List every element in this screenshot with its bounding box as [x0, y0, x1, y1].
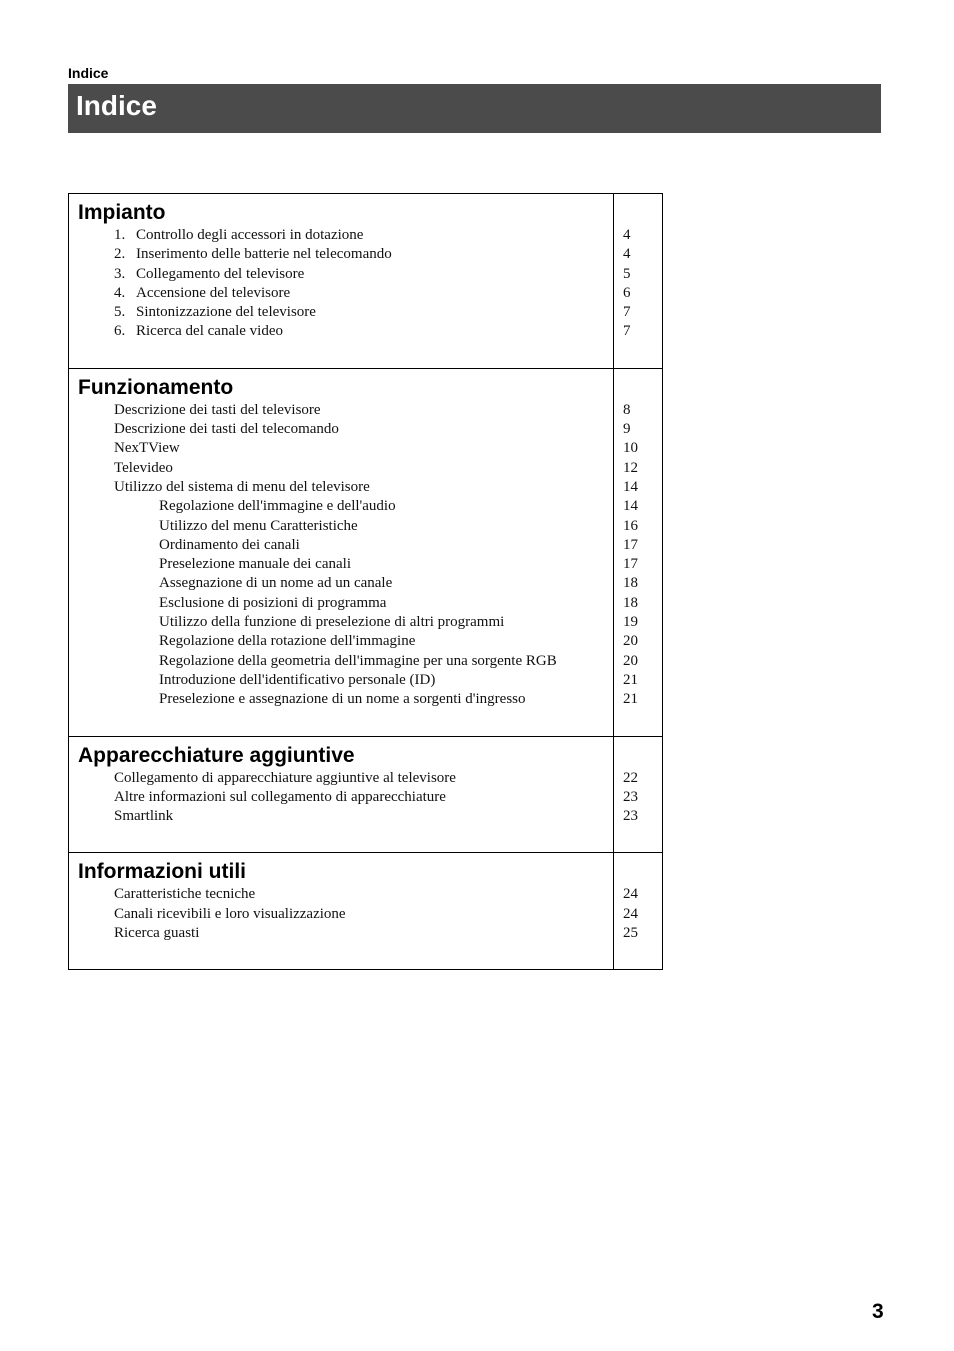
toc-entry[interactable]	[78, 769, 613, 788]
entry-page-number: 23	[623, 808, 638, 825]
toc-entry[interactable]	[78, 788, 613, 807]
entry-title: Regolazione della rotazione dell'immagine	[159, 633, 416, 650]
entry-title: Televideo	[114, 459, 173, 476]
entry-title: Ordinamento dei canali	[159, 536, 300, 553]
toc-section-entries	[69, 369, 614, 736]
entry-title: Utilizzo del sistema di menu del televisore	[114, 478, 370, 495]
entry-number: 5.	[114, 304, 126, 321]
entry-page-number: 20	[623, 652, 638, 669]
toc-entry[interactable]	[78, 807, 613, 826]
entry-page-number: 14	[623, 498, 638, 515]
toc-entry[interactable]	[78, 536, 613, 555]
entry-title: Assegnazione di un nome ad un canale	[159, 575, 393, 592]
entry-title: Accensione del televisore	[136, 284, 291, 301]
entry-title: Descrizione dei tasti del televisore	[114, 401, 321, 418]
toc-entry[interactable]	[78, 497, 613, 516]
entry-title: Ricerca guasti	[114, 925, 200, 942]
entry-page-number: 17	[623, 536, 638, 553]
toc-entry[interactable]	[78, 322, 613, 341]
entry-number: 1.	[114, 227, 126, 243]
entry-number: 6.	[114, 323, 126, 340]
toc-section-entries	[69, 737, 614, 853]
table-of-contents	[68, 193, 663, 970]
toc-entry[interactable]	[78, 439, 613, 458]
toc-entry[interactable]	[78, 613, 613, 632]
entry-page-number: 4	[623, 246, 631, 263]
entry-page-number: 8	[623, 401, 631, 418]
entry-title: Collegamento del televisore	[136, 265, 305, 282]
toc-entry[interactable]	[78, 265, 613, 284]
toc-entry[interactable]	[78, 652, 613, 671]
entry-page-number: 5	[623, 265, 631, 282]
toc-entry[interactable]	[78, 303, 613, 322]
section-title: Informazioni utili	[78, 860, 246, 884]
entry-page-number: 25	[623, 925, 638, 942]
entry-title: Descrizione dei tasti del telecomando	[114, 421, 339, 438]
entry-title: Regolazione dell'immagine e dell'audio	[159, 498, 396, 515]
entry-page-number: 18	[623, 594, 638, 611]
entry-title: Sintonizzazione del televisore	[136, 304, 316, 321]
entry-title: Regolazione della geometria dell'immagine per una sorgente RGB	[159, 652, 557, 669]
entry-page-number: 9	[623, 421, 631, 438]
toc-section	[69, 369, 662, 737]
entry-title: Utilizzo del menu Caratteristiche	[159, 517, 358, 534]
page-title: Indice	[76, 90, 157, 121]
toc-section-pages	[614, 194, 662, 368]
toc-entry[interactable]	[78, 459, 613, 478]
section-title: Apparecchiature aggiuntive	[78, 743, 355, 767]
toc-entry[interactable]	[78, 671, 613, 690]
entry-page-number: 6	[623, 284, 631, 301]
entry-title: Utilizzo della funzione di preselezione di altri programmi	[159, 614, 505, 631]
entry-number: 2.	[114, 246, 126, 263]
entry-page-number: 23	[623, 788, 638, 805]
toc-entry[interactable]	[78, 420, 613, 439]
toc-entry[interactable]	[78, 885, 613, 904]
entry-title: Introduzione dell'identificativo personale (ID)	[159, 671, 436, 688]
toc-entry[interactable]	[78, 574, 613, 593]
toc-entry[interactable]	[78, 517, 613, 536]
toc-entry[interactable]	[78, 478, 613, 497]
toc-section	[69, 737, 662, 854]
toc-section	[69, 194, 662, 369]
entry-title: Smartlink	[114, 808, 174, 825]
entry-page-number: 18	[623, 575, 638, 592]
entry-page-number: 4	[623, 227, 631, 243]
page-number: 3	[872, 1300, 884, 1323]
toc-entry[interactable]	[78, 284, 613, 303]
toc-entry[interactable]	[78, 594, 613, 613]
entry-page-number: 10	[623, 440, 638, 457]
running-head: Indice	[68, 65, 109, 81]
entry-page-number: 17	[623, 556, 638, 573]
toc-entry[interactable]	[78, 905, 613, 924]
entry-title: Inserimento delle batterie nel telecomando	[136, 246, 392, 263]
entry-page-number: 21	[623, 691, 638, 708]
section-title: Funzionamento	[78, 375, 234, 399]
toc-entry[interactable]	[78, 401, 613, 420]
entry-page-number: 7	[623, 304, 631, 321]
entry-title: Altre informazioni sul collegamento di apparecchiature	[114, 788, 446, 805]
entry-title: Preselezione e assegnazione di un nome a sorgenti d'ingresso	[159, 691, 526, 708]
entry-title: Ricerca del canale video	[136, 323, 283, 340]
entry-page-number: 7	[623, 323, 631, 340]
toc-entry[interactable]	[78, 226, 613, 245]
toc-section-entries	[69, 853, 614, 969]
title-bar	[68, 84, 881, 133]
toc-entry[interactable]	[78, 632, 613, 651]
toc-entry[interactable]	[78, 245, 613, 264]
entry-page-number: 12	[623, 459, 638, 476]
toc-section-pages	[614, 737, 662, 853]
entry-page-number: 24	[623, 886, 638, 903]
toc-section	[69, 853, 662, 969]
section-title: Impianto	[78, 201, 166, 224]
toc-entry[interactable]	[78, 690, 613, 709]
toc-section-pages	[614, 853, 662, 969]
entry-title: Preselezione manuale dei canali	[159, 556, 351, 573]
entry-page-number: 21	[623, 671, 638, 688]
entry-page-number: 20	[623, 633, 638, 650]
entry-page-number: 16	[623, 517, 638, 534]
entry-title: NexTView	[114, 440, 180, 457]
entry-page-number: 22	[623, 769, 638, 786]
entry-number: 3.	[114, 265, 126, 282]
entry-title: Controllo degli accessori in dotazione	[136, 227, 364, 243]
entry-page-number: 14	[623, 478, 638, 495]
entry-page-number: 19	[623, 614, 638, 631]
entry-title: Caratteristiche tecniche	[114, 886, 256, 903]
entry-title: Esclusione di posizioni di programma	[159, 594, 387, 611]
toc-section-pages	[614, 369, 662, 736]
toc-section-entries	[69, 194, 614, 368]
entry-title: Collegamento di apparecchiature aggiuntive al televisore	[114, 769, 456, 786]
entry-title: Canali ricevibili e loro visualizzazione	[114, 905, 346, 922]
toc-entry[interactable]	[78, 924, 613, 943]
toc-entry[interactable]	[78, 555, 613, 574]
entry-page-number: 24	[623, 905, 638, 922]
entry-number: 4.	[114, 284, 126, 301]
